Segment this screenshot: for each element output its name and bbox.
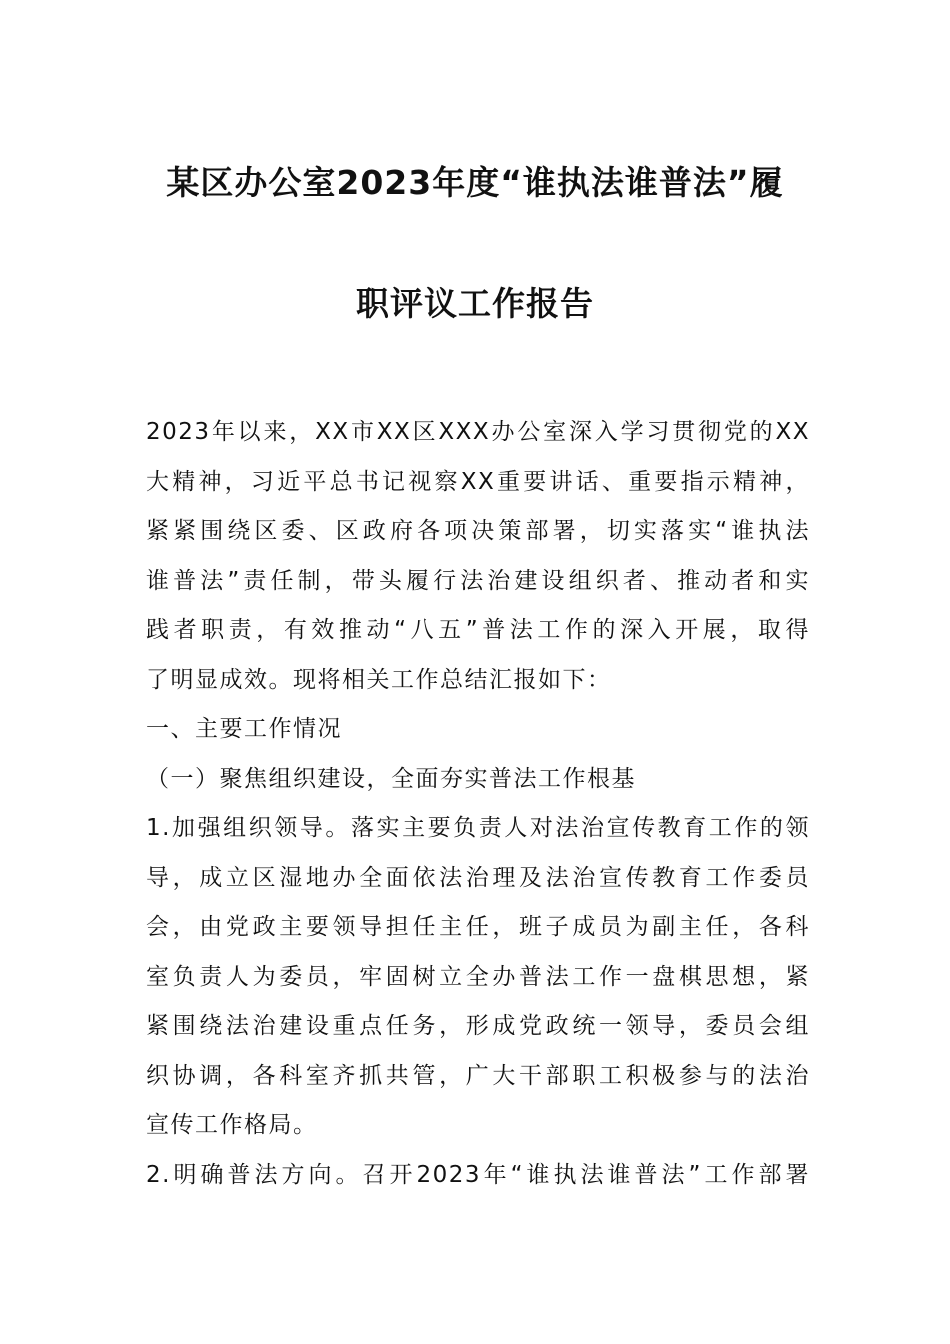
document-body xyxy=(146,408,810,1200)
heading-line: （一）聚焦组织建设，全面夯实普法工作根基 xyxy=(146,765,636,792)
text-line: 织协调，各科室齐抓共管，广大干部职工积极参与的法治 xyxy=(146,1062,810,1089)
item-paragraph-1 xyxy=(146,804,810,1151)
text-line: 1.加强组织领导。落实主要负责人对法治宣传教育工作的领 xyxy=(146,815,810,841)
section-heading xyxy=(146,705,810,755)
item-paragraph-2 xyxy=(146,1151,810,1201)
text-line: 室负责人为委员，牢固树立全办普法工作一盘棋思想，紧 xyxy=(146,963,810,990)
subsection-heading xyxy=(146,755,810,805)
text-line: 了明显成效。现将相关工作总结汇报如下： xyxy=(146,666,612,693)
text-line: 宣传工作格局。 xyxy=(146,1112,318,1138)
text-line: 践者职责，有效推动“八五”普法工作的深入开展，取得 xyxy=(146,617,810,643)
text-line: 大精神，习近平总书记视察XX重要讲话、重要指示精神， xyxy=(146,468,810,495)
text-line: 导，成立区湿地办全面依法治理及法治宣传教育工作委员 xyxy=(146,864,810,891)
document-title-line-1: 某区办公室2023年度“谁执法谁普法”履 xyxy=(166,163,784,202)
text-line: 会，由党政主要领导担任主任，班子成员为副主任，各科 xyxy=(146,914,810,940)
document-title-line-2: 职评议工作报告 xyxy=(356,284,594,323)
intro-paragraph xyxy=(146,408,810,705)
text-line: 谁普法”责任制，带头履行法治建设组织者、推动者和实 xyxy=(146,567,810,594)
heading-line: 一、主要工作情况 xyxy=(146,716,342,742)
text-line: 2.明确普法方向。召开2023年“谁执法谁普法”工作部署 xyxy=(146,1161,810,1188)
text-line: 2023年以来，XX市XX区XXX办公室深入学习贯彻党的XX xyxy=(146,419,810,445)
text-line: 紧紧围绕区委、区政府各项决策部署，切实落实“谁执法 xyxy=(146,518,810,544)
text-line: 紧围绕法治建设重点任务，形成党政统一领导，委员会组 xyxy=(146,1013,810,1039)
